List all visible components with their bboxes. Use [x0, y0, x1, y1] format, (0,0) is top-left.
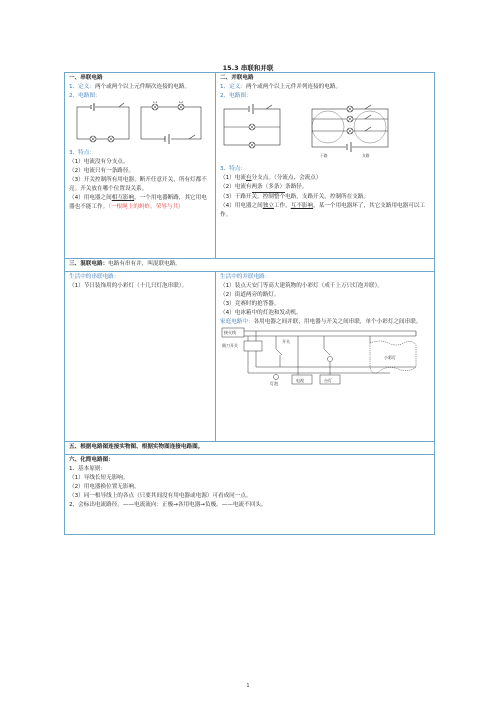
parallel-diagram-main-label: 干路 — [320, 153, 328, 158]
series-circuit-diagram — [69, 101, 211, 145]
series-trait-4 — [69, 194, 211, 212]
section6-point-2: 2、会标出电流路径。——电流流向：正极→各用电器→负极。——电流不回头。 — [69, 502, 267, 508]
home-gate-label: 闸刀开关 — [222, 343, 238, 348]
life-parallel-item-2: （2）街道两旁的路灯。 — [220, 292, 280, 298]
parallel-trait-4-underlined-2: 互不影响 — [290, 203, 314, 209]
parallel-trait-2-prefix: （2）电流有 — [220, 184, 252, 190]
series-trait-3: （3）开关控制所有用电器，断开任意开关，所有灯都不亮。开关放在哪个位置设关系。 — [69, 177, 207, 192]
parallel-trait-4-prefix: （4）用电器之间 — [220, 203, 263, 209]
parallel-circuit-diagram — [220, 101, 430, 161]
mixed-text: 电路有串有并，叫混联电路。 — [108, 261, 181, 267]
parallel-trait-1-rest: 分支点。（分流点、会流点） — [251, 175, 322, 181]
series-lamp-label-1: L1 — [153, 101, 158, 104]
series-def-label: 1、定义： — [69, 84, 95, 90]
parallel-trait-4-underlined-1: 独立 — [262, 203, 274, 209]
section6-item-2: （2）用电器换位置无影响。 — [69, 484, 140, 490]
parallel-def-label: 1、定义： — [220, 84, 246, 90]
series-cell — [65, 73, 216, 259]
parallel-trait-4 — [220, 202, 430, 220]
series-trait-4-prefix: （4）用电器之间 — [69, 195, 112, 201]
life-series-item-1: （1）节日装饰用的小彩灯（十几只灯泡串联）。 — [69, 283, 188, 289]
parallel-heading: 二、并联电路 — [220, 75, 254, 81]
life-parallel-item-1: （1）装点天安门等高大建筑物的小彩灯（成千上万只灯泡并联）。 — [220, 283, 383, 289]
page-title: 15.3 串联和并联 — [222, 64, 274, 72]
parallel-diagram-label: 2、电路图： — [220, 93, 252, 99]
series-def-text: 两个或两个以上元件顺次连接的电路。 — [94, 84, 191, 90]
parallel-trait-4-mid: 工作， — [273, 203, 291, 209]
section6-item-3: （3）同一根导线上的各点（只要其间没有用电器或电源）可看成同一点。 — [69, 493, 252, 499]
notes-table — [64, 72, 434, 535]
series-heading: 一、串联电路 — [69, 75, 103, 81]
home-switch-label: 开关 — [282, 339, 290, 344]
parallel-def-text: 两个或两个以上元件并列连接的电路。 — [245, 84, 342, 90]
home-lamp-label: 灯泡 — [270, 381, 278, 386]
parallel-traits-label: 3、特点： — [220, 166, 246, 172]
mixed-label: 三、混联电路： — [69, 261, 109, 267]
series-traits-label: 3、特点： — [69, 150, 95, 156]
home-circuit-label: 家庭电路中： — [220, 319, 254, 325]
parallel-diagram-branch-label: 支路 — [362, 153, 370, 158]
series-trait-1: （1）电流没有分支点。 — [69, 159, 129, 165]
parallel-trait-1-prefix: （1）电流 — [220, 175, 246, 181]
series-trait-4-rest: ，一个用电器断路，其它用电器也不能工作。 — [69, 195, 207, 210]
section6-cell — [65, 455, 435, 535]
life-parallel-cell — [216, 272, 435, 442]
life-series-cell — [65, 272, 216, 442]
home-circuit-diagram — [220, 327, 430, 387]
section6-principle: 1、基本原则： — [69, 466, 107, 472]
page-number: 1 — [246, 683, 250, 689]
parallel-cell — [216, 73, 435, 259]
parallel-trait-1-underlined: 有 — [245, 175, 252, 181]
life-parallel-item-4: （4）电冰箱中的灯泡和发动机。 — [220, 310, 302, 316]
home-tv-label: 电视 — [296, 378, 304, 383]
parallel-trait-2-blank: 两条（多条） — [252, 183, 286, 193]
parallel-trait-2-rest: 条路径。 — [285, 184, 308, 190]
mixed-cell — [65, 259, 435, 272]
life-parallel-heading: 生活中的并联电路： — [220, 274, 271, 280]
section6-item-1: （1）导线长短无影响。 — [69, 475, 129, 481]
series-trait-4-underlined: 相互影响 — [111, 195, 135, 201]
section6-heading: 六、化简电路图： — [69, 457, 114, 463]
home-small-lamps-label: 小彩灯 — [384, 355, 396, 360]
series-diagram-label: 2、电路图： — [69, 93, 101, 99]
parallel-trait-2 — [220, 183, 430, 193]
section5-cell: 五、根据电路图连接实物图、根据实物图连接电路图。 — [65, 442, 435, 455]
series-lamp-label-2: L2 — [179, 101, 184, 104]
life-series-heading: 生活中的串联电路： — [69, 274, 120, 280]
parallel-trait-4-rest: 。某一个用电器坏了，其它支路用电器可以工作。 — [220, 203, 425, 218]
home-desk-label: 台灯 — [324, 378, 332, 383]
parallel-trait-1 — [220, 174, 430, 183]
series-trait-2: （2）电流只有一条路径。 — [69, 168, 135, 174]
series-trait-4-note: （一根绳上的蚂蚱，荣辱与共） — [108, 204, 184, 210]
home-circuit-text: 各用电器之间并联，用电器与开关之间串联，单个小彩灯之间串联。 — [253, 319, 422, 325]
parallel-trait-3: （3）干路开关，控制整个电路，支路开关，控制所在支路。 — [220, 194, 369, 200]
home-fire-label: 接火线 — [224, 330, 236, 335]
life-parallel-item-3: （3）竞赛时的抢答器。 — [220, 301, 280, 307]
